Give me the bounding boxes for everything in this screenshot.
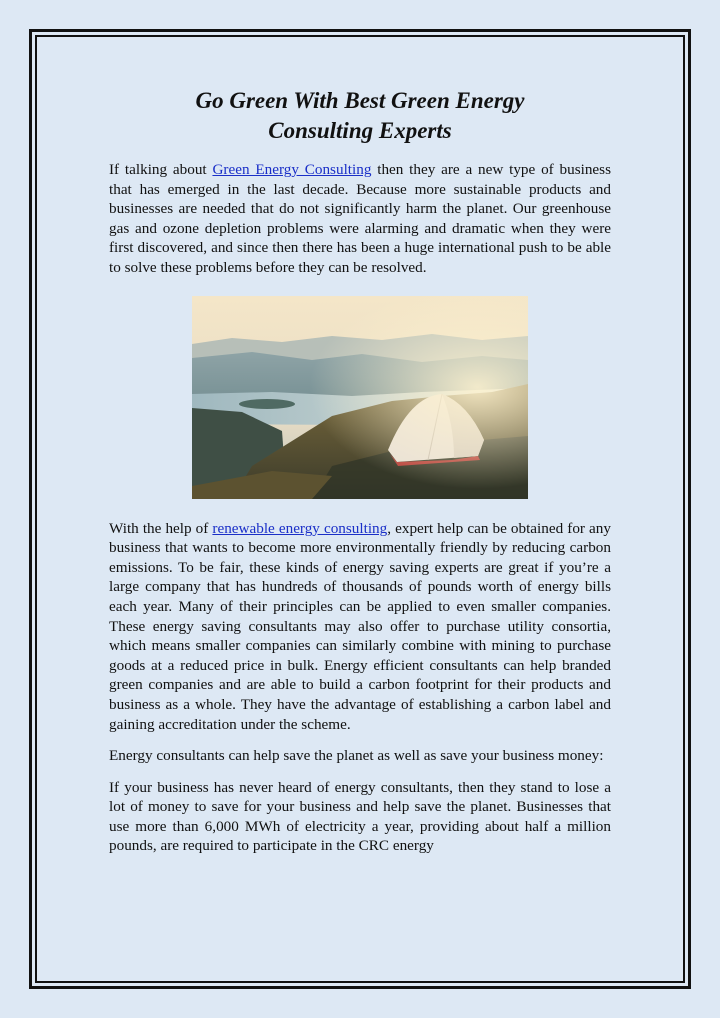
- renewable-energy-consulting-link[interactable]: renewable energy consulting: [212, 519, 388, 537]
- document-body: [109, 86, 611, 856]
- paragraph-renewable-rest: , expert help can be obtained for any business that wants to become more environmentally friendly by reducing carbon emissions. To be fair, these kinds of energy saving experts are great if you’re a large company that has hundreds of thousands of pounds worth of energy bills each year. Many of their principles can be applied to even smaller companies. These energy saving consultants may also offer to purchase utility consortia, which means smaller companies can similarly combine with mining to purchase goods at a reduced price in bulk. Energy efficient consultants can help branded green companies and are able to build a carbon footprint for their products and business as a whole. They have the advantage of establishing a carbon label and gaining accreditation under the scheme.: [109, 519, 611, 733]
- title-line-1: Go Green With Best Green Energy: [195, 88, 525, 113]
- paragraph-crc: If your business has never heard of energy consultants, then they stand to lose a lot of money to save for your business and help save the planet. Businesses that use more than 6,000 MWh of electricity a year, providing about half a million pounds, are required to participate in the CRC energy: [109, 778, 611, 855]
- document-title: [109, 86, 611, 146]
- title-line-2: Consulting Experts: [268, 118, 452, 143]
- paragraph-intro-rest: then they are a new type of business that has emerged in the last decade. Because more sustainable products and businesses are needed that do not significantly harm the planet. Our greenhouse gas and ozone depletion problems were alarming and dramatic when they were first discovered, and since then there has been a huge international push to be able to solve these problems before they can be resolved.: [109, 161, 611, 276]
- paragraph-renewable: [109, 519, 611, 735]
- paragraph-intro: [109, 160, 611, 278]
- green-energy-consulting-link[interactable]: Green Energy Consulting: [212, 161, 372, 178]
- paragraph-renewable-lead: With the help of: [109, 519, 213, 537]
- paragraph-save-money: Energy consultants can help save the planet as well as save your business money:: [109, 747, 604, 765]
- paragraph-intro-lead: If talking about: [109, 161, 213, 178]
- photo-container: [109, 296, 611, 499]
- tent-landscape-photo: [192, 296, 528, 499]
